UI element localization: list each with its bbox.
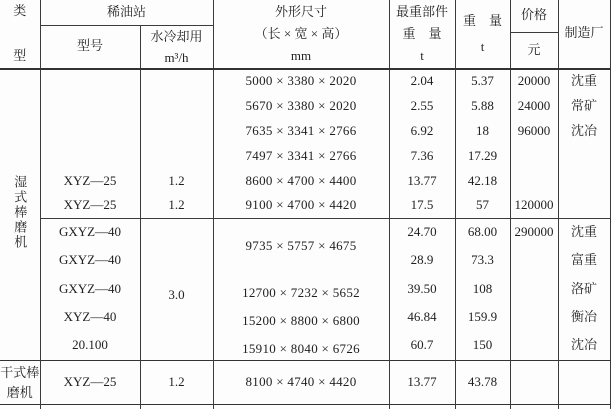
table-row [0,332,610,361]
group-dry-label-line2: 磨机 [6,384,33,400]
table-row [0,94,610,119]
cell-weight: 68.00 [455,219,510,247]
cell-cooling [140,144,213,169]
cutoff-cell [213,405,389,409]
header-price-unit: 元 [510,32,558,68]
table-row [0,169,610,194]
cell-manufacturer: 洛矿 [558,275,610,304]
cell-dims: 5670 × 3380 × 2020 [213,94,389,119]
table-row [0,361,610,405]
cell-price [510,144,558,169]
header-heaviest-part: 最重部件 重 量 t [389,0,455,69]
cell-part-weight: 60.7 [389,332,455,361]
cell-dims: 8100 × 4740 × 4420 [213,361,389,405]
cutoff-cell [510,405,558,409]
cell-part-weight: 46.84 [389,304,455,332]
cutoff-cell [455,405,510,409]
cell-weight: 17.29 [455,144,510,169]
cell-weight: 108 [455,275,510,304]
header-cooling: 水冷却用 m³/h [140,25,213,69]
cutoff-row [0,405,610,409]
group-dry-label-line1: 干式棒 [0,364,40,380]
table-row [0,119,610,144]
cutoff-cell [558,405,610,409]
header-manufacturer: 制造厂 [558,0,610,69]
cell-price [510,275,558,304]
cutoff-cell [40,405,140,409]
cell-manufacturer: 沈冶 [558,332,610,361]
cell-price: 96000 [510,119,558,144]
cell-manufacturer: 衡冶 [558,304,610,332]
table-row [0,69,610,94]
cell-price [510,361,558,405]
cell-part-weight: 17.5 [389,194,455,219]
cell-manufacturer: 沈冶 [558,119,610,144]
cell-weight: 159.9 [455,304,510,332]
cell-cooling: 1.2 [140,361,213,405]
cell-cooling [140,69,213,94]
group-wet-label-cell [0,69,40,361]
cell-part-weight: 6.92 [389,119,455,144]
cell-manufacturer: 沈重 [558,69,610,94]
cell-cooling-group: 3.0 [140,219,213,361]
cell-model: GXYZ—40 [40,275,140,304]
cell-model: XYZ—25 [40,169,140,194]
cell-manufacturer: 常矿 [558,94,610,119]
header-row-1 [0,0,610,25]
cell-weight: 5.37 [455,69,510,94]
group-dry-label-cell [0,361,40,405]
header-model: 型号 [40,25,140,69]
cell-manufacturer [558,194,610,219]
header-weight: 重 量 t [455,0,510,69]
cell-part-weight: 2.55 [389,94,455,119]
table-row [0,304,610,332]
group-wet-label: 湿式棒磨机 [12,175,28,251]
cell-model: GXYZ—40 [40,247,140,275]
table-row [0,275,610,304]
table-row [0,194,610,219]
cell-model: GXYZ—40 [40,219,140,247]
cell-manufacturer: 富重 [558,247,610,275]
header-oil-station: 稀油站 [40,0,213,25]
cell-price [510,169,558,194]
cell-part-weight: 39.50 [389,275,455,304]
cell-weight: 150 [455,332,510,361]
cell-price [510,332,558,361]
header-type-top: 类 [13,2,27,18]
table-row [0,219,610,247]
cell-dims: 9735 × 5757 × 4675 [213,219,389,275]
cell-dims: 12700 × 7232 × 5652 [213,275,389,304]
cell-model [40,69,140,94]
cell-dims: 7497 × 3341 × 2766 [213,144,389,169]
cell-model [40,144,140,169]
cell-part-weight: 7.36 [389,144,455,169]
cell-price: 24000 [510,94,558,119]
cell-weight: 43.78 [455,361,510,405]
cell-manufacturer [558,361,610,405]
cell-dims: 7635 × 3341 × 2766 [213,119,389,144]
cutoff-cell [0,405,40,409]
cell-weight: 42.18 [455,169,510,194]
table-row [0,144,610,169]
cell-model: XYZ—25 [40,194,140,219]
cell-part-weight: 24.70 [389,219,455,247]
cell-cooling: 1.2 [140,194,213,219]
cell-price [510,247,558,275]
cell-price: 20000 [510,69,558,94]
header-type-bottom: 型 [13,47,27,63]
cell-part-weight: 13.77 [389,361,455,405]
cell-model [40,94,140,119]
cell-part-weight: 28.9 [389,247,455,275]
header-dimensions: 外形尺寸 （长 × 宽 × 高） mm [213,0,389,69]
header-type-cell [0,0,40,69]
cutoff-cell [140,405,213,409]
cell-model: XYZ—25 [40,361,140,405]
cell-model [40,119,140,144]
cell-cooling [140,94,213,119]
cutoff-cell [389,405,455,409]
cell-dims: 9100 × 4700 × 4420 [213,194,389,219]
cell-weight: 18 [455,119,510,144]
cell-model: XYZ—40 [40,304,140,332]
cell-manufacturer [558,169,610,194]
cell-cooling [140,119,213,144]
cell-weight: 73.3 [455,247,510,275]
cell-cooling: 1.2 [140,169,213,194]
cell-price: 290000 [510,219,558,247]
cell-weight: 57 [455,194,510,219]
header-price: 价格 [510,0,558,32]
cell-model: 20.100 [40,332,140,361]
cell-price [510,304,558,332]
cell-dims: 15910 × 8040 × 6726 [213,332,389,361]
cell-weight: 5.88 [455,94,510,119]
cell-manufacturer: 沈重 [558,219,610,247]
cell-manufacturer [558,144,610,169]
cell-dims: 8600 × 4700 × 4400 [213,169,389,194]
cell-part-weight: 2.04 [389,69,455,94]
cell-part-weight: 13.77 [389,169,455,194]
cell-dims: 5000 × 3380 × 2020 [213,69,389,94]
cell-dims: 15200 × 8800 × 6800 [213,304,389,332]
cell-price: 120000 [510,194,558,219]
